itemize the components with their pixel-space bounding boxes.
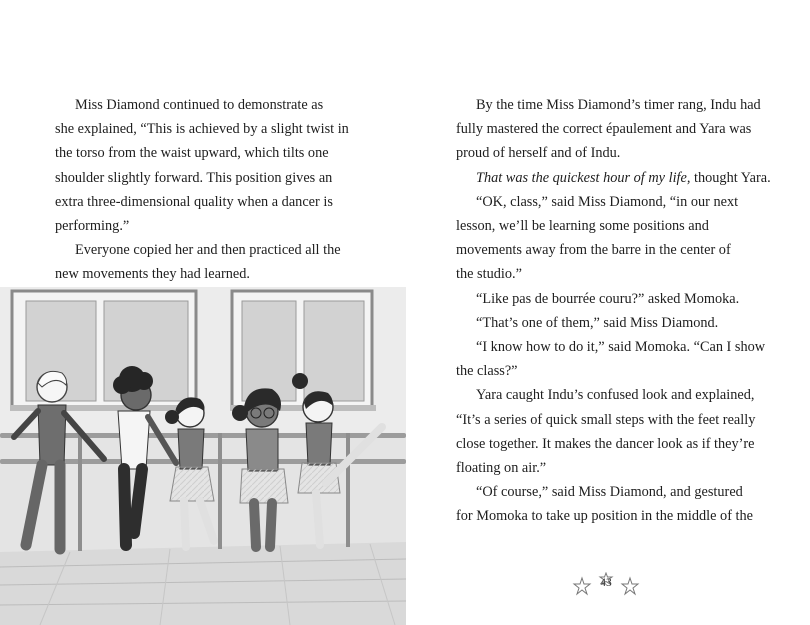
paragraph: By the time Miss Diamond’s timer rang, Indu had <box>476 97 761 113</box>
paragraph-line: she explained, “This is achieved by a slight twist in <box>55 121 349 138</box>
paragraph: Yara caught Indu’s confused look and explained, <box>476 387 755 404</box>
paragraph: “I know how to do it,” said Momoka. “Can I show <box>476 339 766 356</box>
paragraph: “Like pas de bourrée couru?” asked Momoka. <box>476 290 740 307</box>
paragraph-text: thought Yara. <box>690 169 771 186</box>
paragraph: “That’s one of them,” said Miss Diamond. <box>476 314 719 331</box>
paragraph: Miss Diamond continued to demonstrate as <box>75 97 324 113</box>
paragraph-line: performing.” <box>55 218 130 235</box>
paragraph-line: for Momoka to take up position in the middle of the <box>456 508 754 525</box>
paragraph-line: lesson, we’ll be learning some positions and <box>456 218 709 235</box>
paragraph-line: fully mastered the correct épaulement and Yara was <box>456 121 752 138</box>
paragraph-line: floating on air.” <box>456 460 547 477</box>
paragraph-line: shoulder slightly forward. This position gives an <box>55 169 333 186</box>
paragraph: “OK, class,” said Miss Diamond, “in our next <box>476 193 739 210</box>
wooden-floor <box>0 542 406 625</box>
paragraph-line: the torso from the waist upward, which tilts one <box>55 145 329 162</box>
paragraph-line: extra three-dimensional quality when a dancer is <box>55 193 333 210</box>
paragraph-line: close together. It makes the dancer look as if they’re <box>456 435 755 452</box>
paragraph-line: the studio.” <box>456 266 522 283</box>
right-text-column <box>456 93 771 529</box>
paragraph: “Of course,” said Miss Diamond, and gestured <box>476 484 743 501</box>
page-folio <box>572 572 640 600</box>
page-number: 43 <box>600 577 612 589</box>
paragraph-line: the class?” <box>456 363 518 380</box>
left-text-column <box>55 93 355 287</box>
paragraph-line: proud of herself and of Indu. <box>456 145 621 162</box>
paragraph-line: “It’s a series of quick small steps with the feet really <box>456 411 756 428</box>
paragraph-line: movements away from the barre in the center of <box>456 242 731 259</box>
paragraph-line: new movements they had learned. <box>55 266 250 283</box>
paragraph <box>456 166 771 190</box>
ballet-class-illustration <box>0 287 406 625</box>
italic-thought: That was the quickest hour of my life, <box>476 169 691 186</box>
paragraph: Everyone copied her and then practiced all the <box>75 242 341 259</box>
